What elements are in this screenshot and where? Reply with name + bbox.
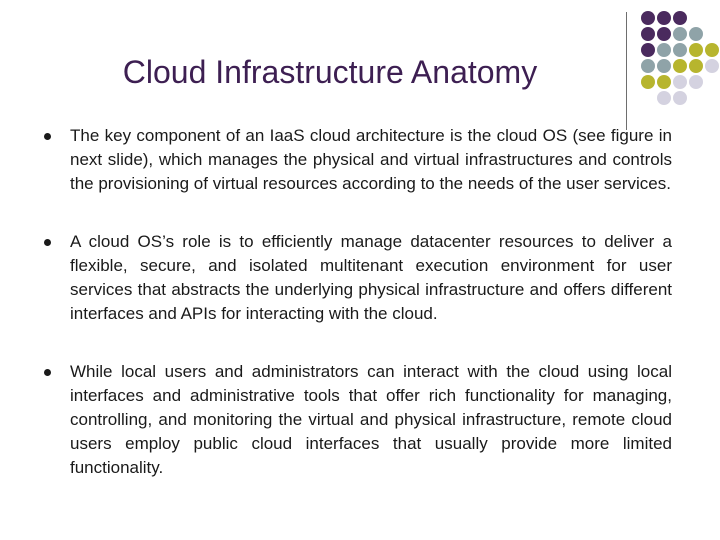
- decorative-dot: [689, 27, 703, 41]
- decorative-dot: [705, 43, 719, 57]
- decorative-dot: [673, 75, 687, 89]
- decorative-dot: [657, 91, 671, 105]
- bullet-text: A cloud OS’s role is to efficiently manage datacenter resources to deliver a flexible, secure, and isolated multitenant execution environment for user services that abstracts the underlying physical infrastructure and offers different interfaces and APIs for interacting with the cloud.: [70, 232, 672, 323]
- decorative-dot: [673, 91, 687, 105]
- decorative-dot: [657, 43, 671, 57]
- bullet-dot-icon: [44, 369, 51, 376]
- decorative-dot: [673, 43, 687, 57]
- decorative-dot: [673, 27, 687, 41]
- decorative-dot: [689, 59, 703, 73]
- decorative-dot: [657, 75, 671, 89]
- bullet-list: [44, 124, 672, 480]
- bullet-text: The key component of an IaaS cloud architecture is the cloud OS (see figure in next slide), which manages the physical and virtual infrastructures and controls the provisioning of virtual resources according to the needs of the user services.: [70, 126, 672, 193]
- bullet-dot-icon: [44, 239, 51, 246]
- decorative-dot: [689, 43, 703, 57]
- decorative-dot: [641, 11, 655, 25]
- decorative-dot: [641, 43, 655, 57]
- decorative-dot: [657, 59, 671, 73]
- bullet-item: [44, 124, 672, 196]
- decorative-dot: [689, 75, 703, 89]
- decorative-divider-line: [626, 12, 627, 130]
- decorative-dot: [641, 75, 655, 89]
- bullet-item: [44, 360, 672, 480]
- decorative-dot: [641, 59, 655, 73]
- decorative-dot: [673, 11, 687, 25]
- bullet-dot-icon: [44, 133, 51, 140]
- decorative-dot: [657, 11, 671, 25]
- decorative-dot: [705, 59, 719, 73]
- slide-title: Cloud Infrastructure Anatomy: [122, 54, 538, 90]
- decorative-dot: [657, 27, 671, 41]
- decorative-dot: [641, 27, 655, 41]
- bullet-item: [44, 230, 672, 326]
- decorative-dot: [673, 59, 687, 73]
- bullet-text: While local users and administrators can interact with the cloud using local interfaces and administrative tools that offer rich functionality for managing, controlling, and monitoring the virtual and physical infrastructure, remote cloud users employ public cloud interfaces that usually provide more limited functionality.: [70, 362, 672, 477]
